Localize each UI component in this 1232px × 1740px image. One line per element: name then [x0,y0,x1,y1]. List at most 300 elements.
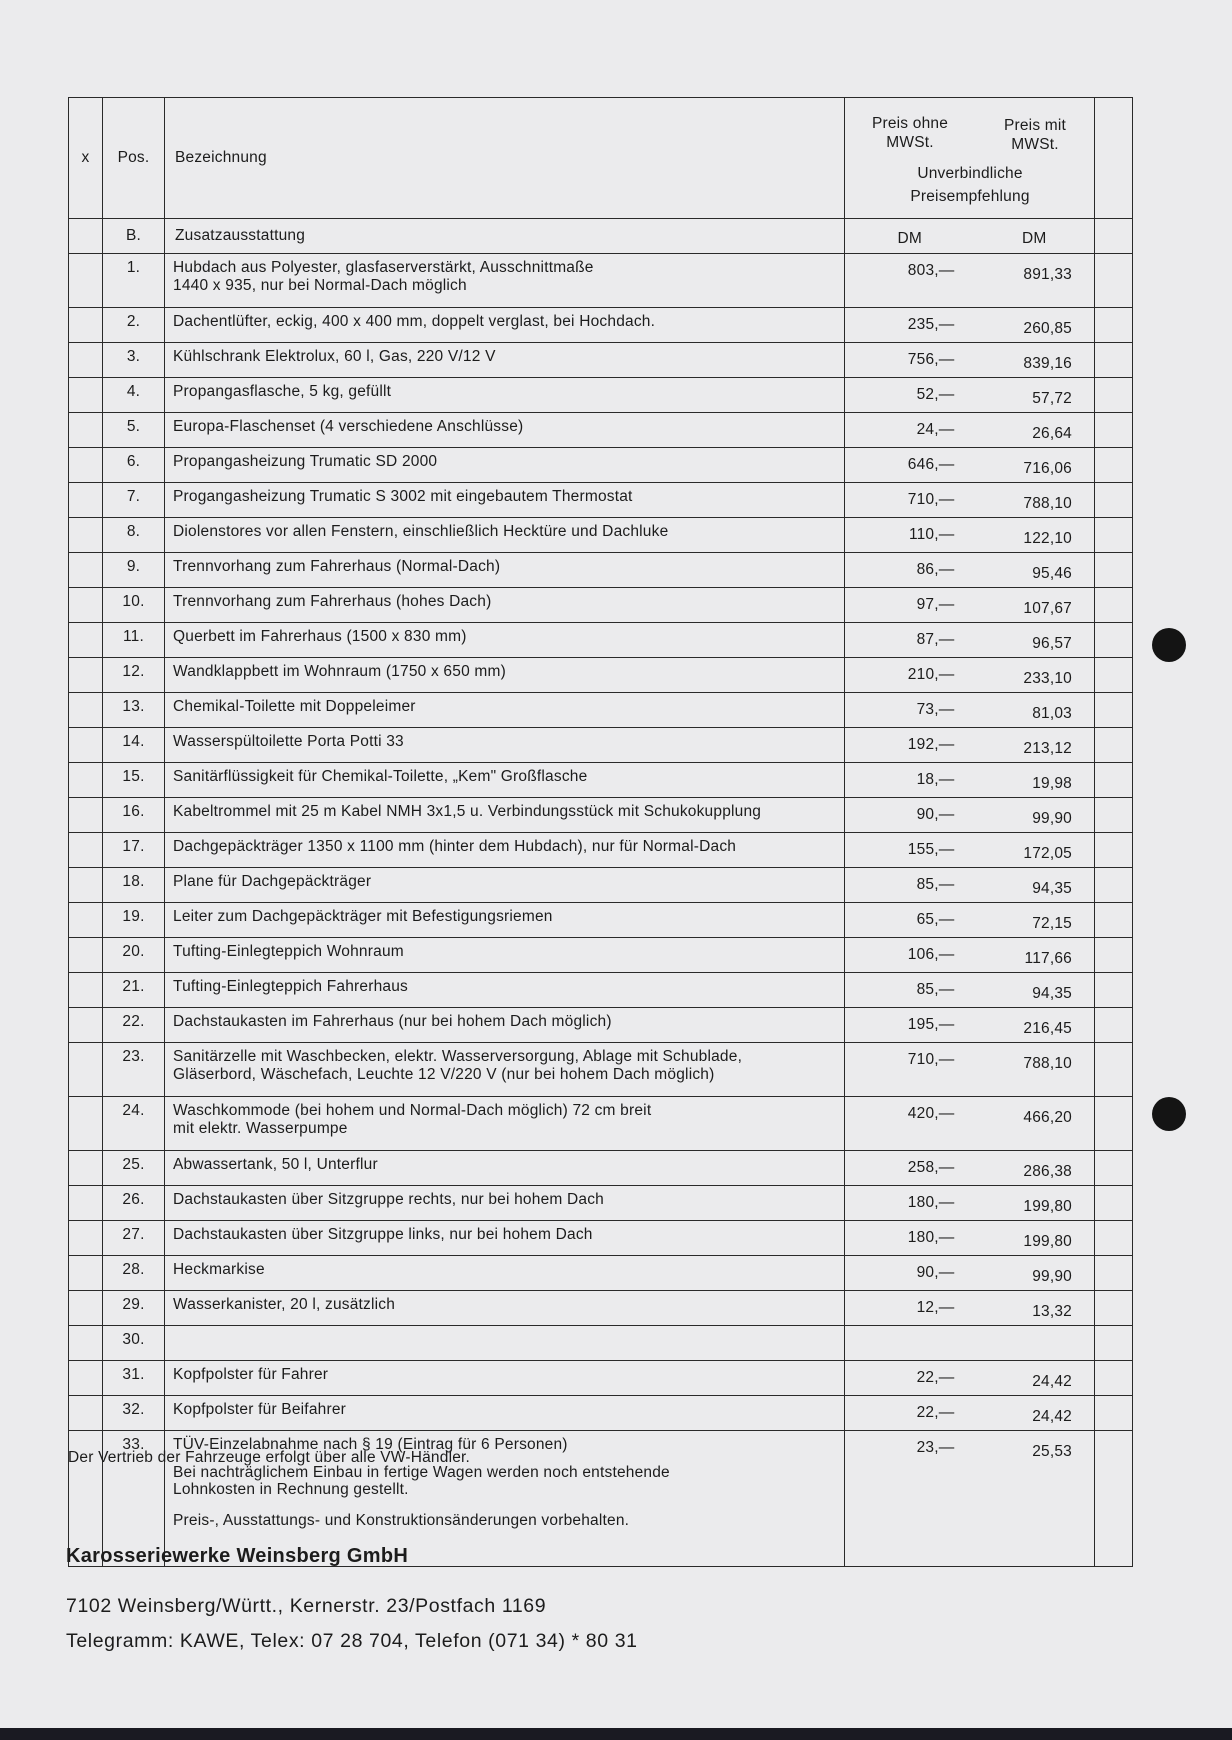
price-with-tax: 213,12 [1023,740,1072,757]
price-rows [69,254,1133,1567]
description-line: Diolenstores vor allen Fenstern, einschließlich Hecktüre und Dachluke [173,523,669,540]
table-row [69,763,1133,798]
row-empty [1095,518,1133,553]
table-row [69,1043,1133,1097]
row-x [69,1396,103,1431]
row-x [69,553,103,588]
row-x [69,1043,103,1097]
row-empty [1095,798,1133,833]
table-row [69,938,1133,973]
row-empty [1095,903,1133,938]
row-x [69,1097,103,1151]
row-note [173,1464,836,1498]
row-empty [1095,833,1133,868]
row-prices [845,973,1095,1008]
row-empty [1095,1221,1133,1256]
price-without-tax: 192,— [907,736,955,753]
price-with-tax: 95,46 [1032,565,1072,582]
row-prices [845,378,1095,413]
row-description [165,1291,845,1326]
row-empty [1095,1008,1133,1043]
row-pos: 27. [103,1221,165,1256]
table-row [69,623,1133,658]
row-x [69,1151,103,1186]
punch-hole [1152,1097,1186,1131]
description-line: Dachgepäckträger 1350 x 1100 mm (hinter dem Hubdach), nur für Normal-Dach [173,838,737,855]
row-prices [845,1256,1095,1291]
row-x [69,1326,103,1361]
table-row [69,1361,1133,1396]
price-without-tax: 155,— [907,841,955,858]
price-with-tax: 107,67 [1023,600,1072,617]
table-row [69,1396,1133,1431]
price-with-tax: 788,10 [1023,1055,1072,1072]
row-pos: 16. [103,798,165,833]
table-row [69,868,1133,903]
row-x [69,693,103,728]
row-description [165,1326,845,1361]
description-line: TÜV-Einzelabnahme nach § 19 (Eintrag für 6 Personen) [173,1436,568,1453]
row-x [69,973,103,1008]
row-x [69,518,103,553]
price-without-tax: 86,— [916,561,955,578]
table-row [69,343,1133,378]
price-with-tax: 81,03 [1032,705,1072,722]
row-description [165,868,845,903]
row-prices [845,413,1095,448]
description-line: Dachstaukasten im Fahrerhaus (nur bei hohem Dach möglich) [173,1013,612,1030]
section-title: Zusatzausstattung [165,219,845,254]
row-x [69,763,103,798]
row-prices [845,1326,1095,1361]
row-pos: 25. [103,1151,165,1186]
row-description [165,798,845,833]
row-description [165,1097,845,1151]
description-line: Waschkommode (bei hohem und Normal-Dach möglich) 72 cm breit [173,1102,652,1119]
row-description [165,413,845,448]
currency-label: DM [1021,230,1047,247]
row-empty [1095,763,1133,798]
price-with-tax: 286,38 [1023,1163,1072,1180]
price-with-tax: 216,45 [1023,1020,1072,1037]
price-with-tax: 891,33 [1023,266,1072,283]
row-description [165,1151,845,1186]
row-prices [845,343,1095,378]
row-prices [845,308,1095,343]
section-pos: B. [103,219,165,254]
price-without-tax: 24,— [916,421,955,438]
row-empty [1095,1326,1133,1361]
description-line: Dachstaukasten über Sitzgruppe rechts, nur bei hohem Dach [173,1191,604,1208]
row-empty [1095,1097,1133,1151]
description-line: Wasserspültoilette Porta Potti 33 [173,733,404,750]
price-without-tax: 106,— [907,946,955,963]
price-with-tax: 716,06 [1023,460,1072,477]
row-description [165,1008,845,1043]
row-prices [845,833,1095,868]
row-pos: 30. [103,1326,165,1361]
price-without-tax: 22,— [916,1404,955,1421]
row-prices [845,763,1095,798]
row-x [69,1221,103,1256]
description-line: Wandklappbett im Wohnraum (1750 x 650 mm) [173,663,506,680]
row-prices [845,798,1095,833]
row-x [69,254,103,308]
table-row [69,903,1133,938]
row-pos: 15. [103,763,165,798]
price-without-tax: 646,— [907,456,955,473]
row-prices [845,903,1095,938]
company-contact: Telegramm: KAWE, Telex: 07 28 704, Telefon (071 34) * 80 31 [66,1630,638,1652]
row-pos: 17. [103,833,165,868]
row-x [69,623,103,658]
description-line: Hubdach aus Polyester, glasfaserverstärkt, Ausschnittmaße [173,259,594,276]
row-x [69,1256,103,1291]
row-x [69,938,103,973]
price-without-tax: 710,— [907,1051,955,1068]
row-empty [1095,623,1133,658]
description-line: Trennvorhang zum Fahrerhaus (Normal-Dach) [173,558,501,575]
row-description [165,378,845,413]
description-line: Querbett im Fahrerhaus (1500 x 830 mm) [173,628,467,645]
row-description [165,1256,845,1291]
price-with-tax: 19,98 [1032,775,1072,792]
section-x [69,219,103,254]
header-pos: Pos. [103,98,165,219]
price-without-tax: 756,— [907,351,955,368]
header-prices [845,98,1095,219]
row-description [165,763,845,798]
row-description [165,308,845,343]
row-prices [845,1396,1095,1431]
row-description [165,658,845,693]
row-empty [1095,378,1133,413]
currency-label: DM [897,230,922,247]
row-empty [1095,1186,1133,1221]
table-row [69,378,1133,413]
row-prices [845,254,1095,308]
row-description [165,1396,845,1431]
row-description [165,1186,845,1221]
row-prices [845,1431,1095,1567]
row-x [69,728,103,763]
row-prices [845,1008,1095,1043]
price-without-tax [845,1326,974,1338]
price-without-tax: 97,— [916,596,955,613]
description-line: mit elektr. Wasserpumpe [173,1120,348,1137]
row-description [165,1043,845,1097]
row-pos: 24. [103,1097,165,1151]
table-row [69,308,1133,343]
price-without-tax: 110,— [908,526,955,543]
price-without-tax: 52,— [916,386,955,403]
table-row [69,553,1133,588]
price-with-tax: 199,80 [1023,1198,1072,1215]
description-line: Progangasheizung Trumatic S 3002 mit eingebautem Thermostat [173,488,633,505]
price-without-tax: 23,— [916,1439,955,1456]
row-pos: 18. [103,868,165,903]
row-x [69,1291,103,1326]
row-description [165,448,845,483]
row-empty [1095,553,1133,588]
price-without-tax: 22,— [916,1369,955,1386]
table-row [69,693,1133,728]
table-row [69,1291,1133,1326]
table-row [69,798,1133,833]
price-without-tax: 258,— [907,1159,955,1176]
table-row [69,1097,1133,1151]
description-line: Tufting-Einlegteppich Wohnraum [173,943,404,960]
price-without-tax: 12,— [916,1299,955,1316]
row-prices [845,1361,1095,1396]
table-row [69,254,1133,308]
header-empty [1095,98,1133,219]
row-disclaimer: Preis-, Ausstattungs- und Konstruktionsänderungen vorbehalten. [173,1512,630,1529]
row-x [69,833,103,868]
price-without-tax: 18,— [916,771,955,788]
row-pos: 28. [103,1256,165,1291]
price-with-tax: 117,66 [1024,950,1072,967]
description-line: Kopfpolster für Fahrer [173,1366,329,1383]
price-with-tax: 172,05 [1023,845,1072,862]
description-line: Abwassertank, 50 l, Unterflur [173,1156,378,1173]
row-pos: 29. [103,1291,165,1326]
description-line: Propangasflasche, 5 kg, gefüllt [173,383,392,400]
row-pos: 6. [103,448,165,483]
table-row [69,1221,1133,1256]
description-line: Dachentlüfter, eckig, 400 x 400 mm, doppelt verglast, bei Hochdach. [173,313,656,330]
row-pos: 12. [103,658,165,693]
row-pos: 10. [103,588,165,623]
row-pos: 20. [103,938,165,973]
price-list-table [68,97,1133,1567]
row-prices [845,623,1095,658]
row-pos: 33. [103,1431,165,1567]
table-row [69,973,1133,1008]
row-prices [845,1291,1095,1326]
row-prices [845,1043,1095,1097]
table-row [69,448,1133,483]
row-pos: 5. [103,413,165,448]
row-pos: 3. [103,343,165,378]
price-with-tax: 839,16 [1023,355,1072,372]
row-description [165,623,845,658]
row-prices [845,1221,1095,1256]
section-row [69,219,1133,254]
row-pos: 19. [103,903,165,938]
price-with-tax: 25,53 [1032,1443,1072,1460]
price-with-tax: 57,72 [1032,390,1072,407]
row-x [69,588,103,623]
row-prices [845,518,1095,553]
price-without-tax: 210,— [907,666,955,683]
row-pos: 13. [103,693,165,728]
price-with-tax: 72,15 [1032,915,1072,932]
price-without-tax: 85,— [916,876,955,893]
row-prices [845,553,1095,588]
row-x [69,798,103,833]
description-line: Dachstaukasten über Sitzgruppe links, nur bei hohem Dach [173,1226,593,1243]
header-bezeichnung: Bezeichnung [165,98,845,219]
scan-edge [0,1728,1232,1740]
row-empty [1095,1361,1133,1396]
row-prices [845,868,1095,903]
row-pos: 4. [103,378,165,413]
header-x: x [69,98,103,219]
row-pos: 7. [103,483,165,518]
row-x [69,658,103,693]
row-x [69,378,103,413]
price-with-tax: 260,85 [1023,320,1072,337]
row-description [165,518,845,553]
row-description [165,483,845,518]
row-empty [1095,1431,1133,1567]
row-empty [1095,938,1133,973]
company-name: Karosseriewerke Weinsberg GmbH [66,1545,409,1567]
row-empty [1095,588,1133,623]
price-without-tax: 90,— [916,806,955,823]
row-prices [845,1151,1095,1186]
price-without-tax: 90,— [916,1264,955,1281]
table-row [69,1008,1133,1043]
table-row [69,1186,1133,1221]
row-pos: 11. [103,623,165,658]
price-without-tax: 710,— [907,491,955,508]
price-with-tax: 94,35 [1032,985,1072,1002]
row-description [165,1361,845,1396]
row-description [165,254,845,308]
row-description [165,973,845,1008]
description-line: Tufting-Einlegteppich Fahrerhaus [173,978,409,995]
row-empty [1095,728,1133,763]
description-line: Leiter zum Dachgepäckträger mit Befestigungsriemen [173,908,553,925]
row-prices [845,1186,1095,1221]
price-without-tax: 235,— [907,316,955,333]
price-without-tax: 73,— [916,701,955,718]
description-line: Kopfpolster für Beifahrer [173,1401,347,1418]
row-prices [845,588,1095,623]
price-with-tax: 26,64 [1032,425,1072,442]
row-x [69,1186,103,1221]
row-x [69,343,103,378]
row-empty [1095,343,1133,378]
row-prices [845,1097,1095,1151]
row-empty [1095,1291,1133,1326]
description-line: Sanitärzelle mit Waschbecken, elektr. Wasserversorgung, Ablage mit Schublade, [173,1048,743,1065]
row-empty [1095,868,1133,903]
price-with-tax: 466,20 [1023,1109,1072,1126]
description-line: Kabeltrommel mit 25 m Kabel NMH 3x1,5 u. Verbindungsstück mit Schukokupplung [173,803,762,820]
row-prices [845,728,1095,763]
row-pos: 2. [103,308,165,343]
header-preisempfehlung: Unverbindliche Preisempfehlung [910,165,1030,205]
price-without-tax: 195,— [907,1016,955,1033]
row-prices [845,658,1095,693]
row-description [165,728,845,763]
row-description [165,693,845,728]
description-line: Propangasheizung Trumatic SD 2000 [173,453,438,470]
description-line: Heckmarkise [173,1261,265,1278]
description-line: Gläserbord, Wäschefach, Leuchte 12 V/220 V (nur bei hohem Dach möglich) [173,1066,715,1083]
note-line: Bei nachträglichem Einbau in fertige Wagen werden noch entstehende [173,1464,670,1481]
table-row [69,483,1133,518]
table-row [69,728,1133,763]
table-row [69,658,1133,693]
row-x [69,868,103,903]
row-x [69,903,103,938]
table-row [69,833,1133,868]
row-description [165,588,845,623]
row-pos: 14. [103,728,165,763]
vertrieb-note: Der Vertrieb der Fahrzeuge erfolgt über alle VW-Händler. [68,1449,471,1466]
row-empty [1095,658,1133,693]
row-description [165,938,845,973]
price-with-tax: 199,80 [1023,1233,1072,1250]
row-empty [1095,693,1133,728]
row-pos: 21. [103,973,165,1008]
row-x [69,308,103,343]
price-with-tax: 24,42 [1032,1408,1072,1425]
row-x [69,413,103,448]
price-with-tax: 13,32 [1032,1303,1072,1320]
price-with-tax: 24,42 [1032,1373,1072,1390]
row-empty [1095,413,1133,448]
description-line: Kühlschrank Elektrolux, 60 l, Gas, 220 V/12 V [173,348,496,365]
note-line: Lohnkosten in Rechnung gestellt. [173,1481,409,1498]
section-currency [845,219,1095,254]
row-description [165,833,845,868]
price-without-tax: 180,— [907,1194,955,1211]
row-empty [1095,308,1133,343]
description-line: 1440 x 935, nur bei Normal-Dach möglich [173,277,467,294]
row-empty [1095,1151,1133,1186]
row-empty [1095,973,1133,1008]
row-pos: 8. [103,518,165,553]
row-pos: 1. [103,254,165,308]
price-without-tax: 65,— [916,911,955,928]
row-x [69,1361,103,1396]
description-line: Wasserkanister, 20 l, zusätzlich [173,1296,396,1313]
description-line: Sanitärflüssigkeit für Chemikal-Toilette, „Kem" Großflasche [173,768,588,785]
table-row [69,1256,1133,1291]
row-description [165,903,845,938]
row-empty [1095,254,1133,308]
company-address: 7102 Weinsberg/Württ., Kernerstr. 23/Postfach 1169 [66,1595,547,1617]
row-empty [1095,483,1133,518]
price-with-tax: 233,10 [1023,670,1072,687]
table-row [69,588,1133,623]
row-pos: 32. [103,1396,165,1431]
price-with-tax: 94,35 [1032,880,1072,897]
price-with-tax: 122,10 [1023,530,1072,547]
price-with-tax: 99,90 [1032,1268,1072,1285]
row-prices [845,483,1095,518]
row-pos: 31. [103,1361,165,1396]
row-x [69,448,103,483]
price-with-tax: 96,57 [1032,635,1072,652]
row-pos: 22. [103,1008,165,1043]
price-without-tax: 803,— [907,262,955,279]
row-empty [1095,1043,1133,1097]
header-preis-ohne: Preis ohne MWSt. [871,115,949,151]
table-header-row [69,98,1133,219]
row-pos: 9. [103,553,165,588]
table-row [69,1326,1133,1361]
row-empty [1095,1256,1133,1291]
row-empty [1095,448,1133,483]
table-row [69,518,1133,553]
header-preis-mit: Preis mit MWSt. [1003,117,1067,153]
